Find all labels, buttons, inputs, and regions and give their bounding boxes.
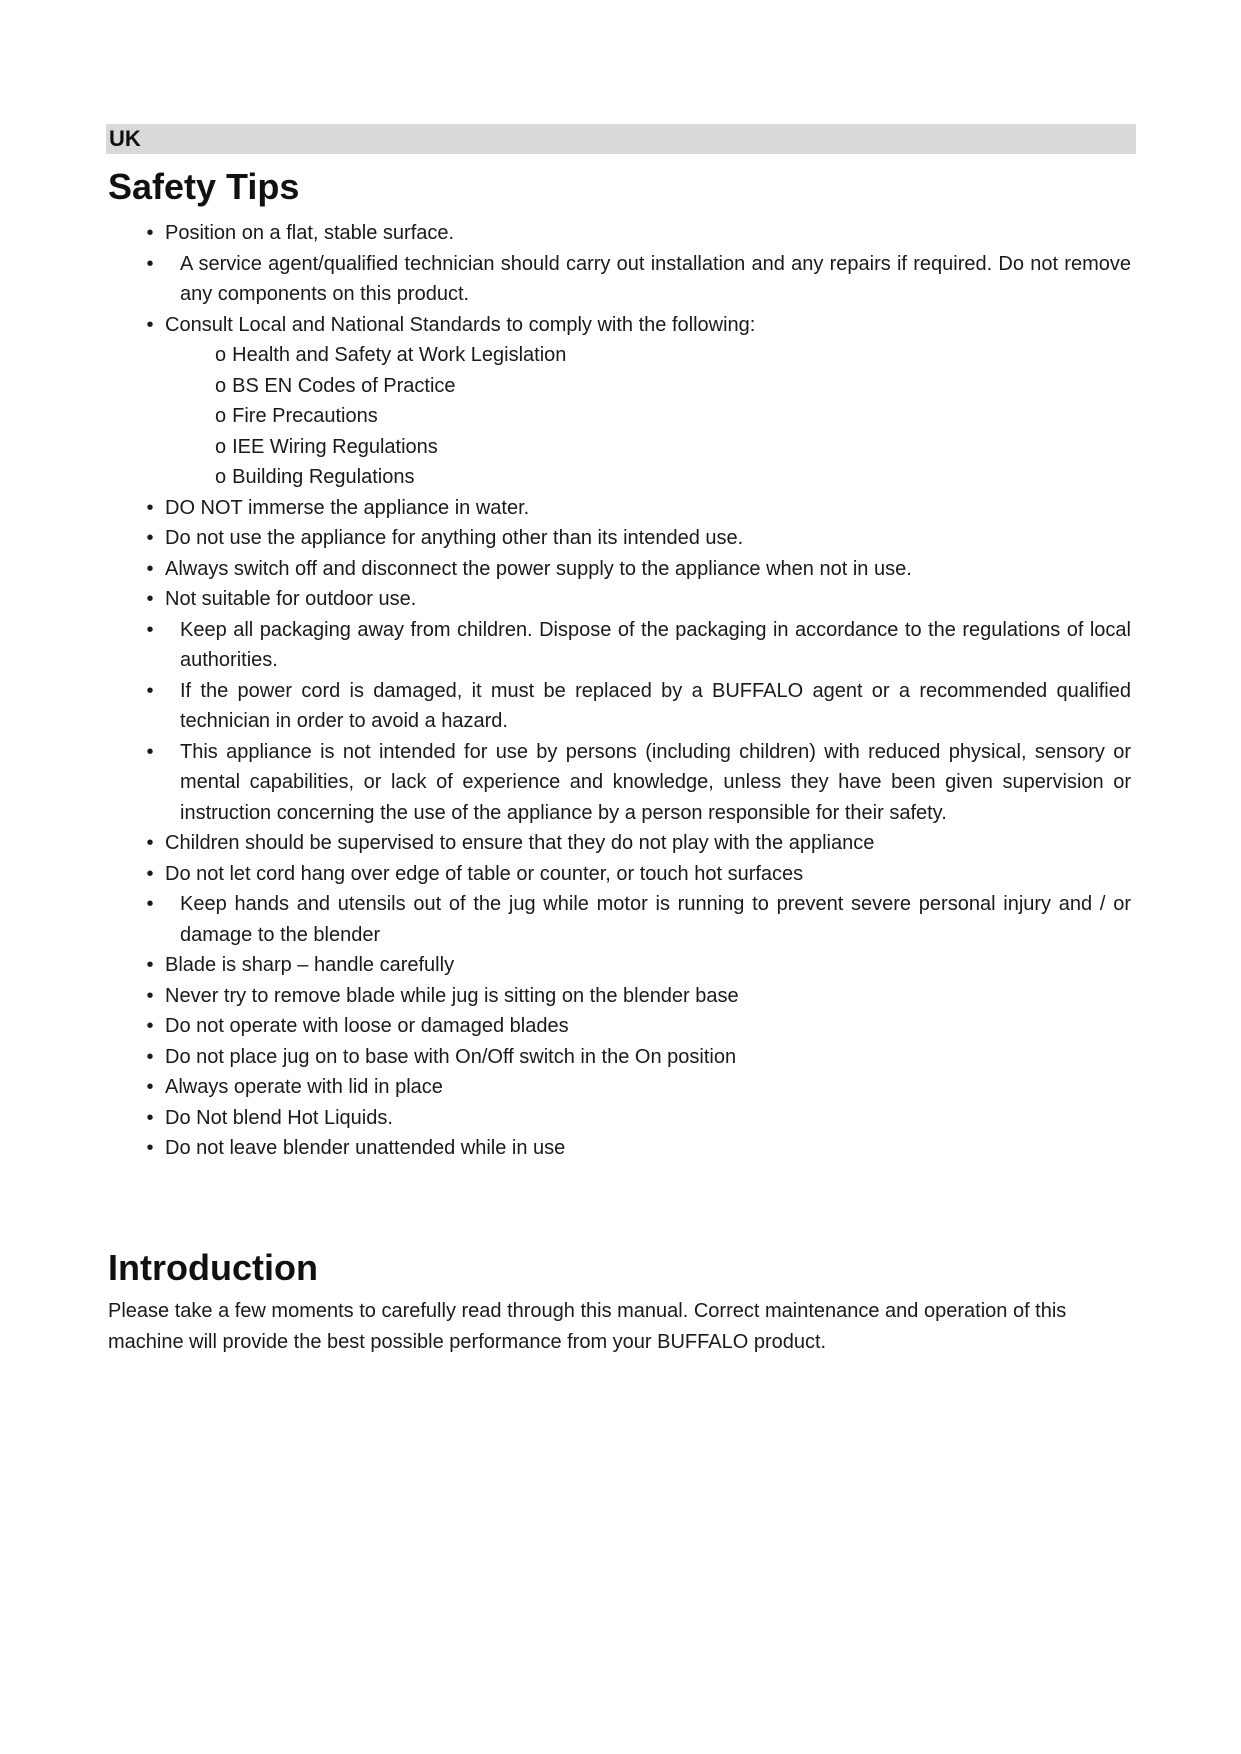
list-item bbox=[0, 1133, 1241, 1164]
bullet-icon: • bbox=[146, 1106, 154, 1129]
sublist-item-text: BS EN Codes of Practice bbox=[232, 374, 456, 397]
bullet-icon: • bbox=[146, 893, 154, 915]
list-item-text: A service agent/qualified technician should carry out installation and any repairs if required. Do not remove any components on this product. bbox=[180, 252, 1131, 305]
list-item bbox=[0, 615, 1241, 676]
list-item bbox=[0, 828, 1241, 859]
bullet-icon: • bbox=[146, 222, 154, 244]
list-item bbox=[0, 1072, 1241, 1103]
list-item-text: Do not place jug on to base with On/Off switch in the On position bbox=[165, 1045, 737, 1068]
sublist-item bbox=[0, 401, 1241, 432]
list-item bbox=[0, 523, 1241, 554]
sublist-item-text: Fire Precautions bbox=[232, 405, 378, 427]
list-item-text: Position on a flat, stable surface. bbox=[165, 222, 455, 244]
introduction-paragraph: Please take a few moments to carefully read through this manual. Correct maintenance and operation of this machine will provide the best possible performance from your BUFFALO product. bbox=[108, 1300, 1067, 1353]
list-item bbox=[0, 249, 1241, 310]
sublist-item bbox=[0, 371, 1241, 402]
list-item bbox=[0, 310, 1241, 341]
list-item-text: Consult Local and National Standards to comply with the following: bbox=[165, 313, 756, 336]
list-item bbox=[0, 1103, 1241, 1134]
circle-bullet-icon: o bbox=[215, 435, 227, 458]
list-item bbox=[0, 584, 1241, 615]
bullet-icon: • bbox=[146, 984, 154, 1007]
sublist-item-text: IEE Wiring Regulations bbox=[232, 435, 438, 458]
bullet-icon: • bbox=[146, 588, 154, 610]
bullet-icon: • bbox=[146, 527, 154, 549]
list-item bbox=[0, 950, 1241, 981]
list-item-text: Keep all packaging away from children. Dispose of the packaging in accordance to the regulations of local authorities. bbox=[180, 618, 1131, 671]
bullet-icon: • bbox=[146, 740, 154, 763]
circle-bullet-icon: o bbox=[215, 344, 227, 366]
bullet-icon: • bbox=[146, 1076, 154, 1098]
sublist-item bbox=[0, 340, 1241, 371]
bullet-icon: • bbox=[146, 496, 154, 519]
list-item-text: Do not operate with loose or damaged blades bbox=[165, 1015, 569, 1037]
list-item-text: Always switch off and disconnect the power supply to the appliance when not in use. bbox=[165, 557, 912, 580]
list-item-text: Never try to remove blade while jug is sitting on the blender base bbox=[165, 984, 739, 1007]
sublist-item bbox=[0, 432, 1241, 463]
list-item-text: Do not let cord hang over edge of table or counter, or touch hot surfaces bbox=[165, 862, 804, 885]
standards-sublist-container bbox=[0, 340, 1241, 493]
sublist-item bbox=[0, 462, 1241, 493]
language-header-bar bbox=[106, 124, 1136, 154]
bullet-icon: • bbox=[146, 862, 154, 885]
bullet-icon: • bbox=[146, 1015, 154, 1037]
bullet-icon: • bbox=[146, 557, 154, 580]
list-item-text: Blade is sharp – handle carefully bbox=[165, 954, 455, 976]
circle-bullet-icon: o bbox=[215, 374, 227, 397]
list-item-text: Do not use the appliance for anything other than its intended use. bbox=[165, 527, 744, 549]
list-item-text: Do not leave blender unattended while in use bbox=[165, 1137, 566, 1159]
list-item bbox=[0, 737, 1241, 829]
standards-sublist bbox=[0, 340, 1241, 493]
sublist-item-text: Health and Safety at Work Legislation bbox=[232, 344, 567, 366]
language-label: UK bbox=[109, 126, 141, 151]
bullet-icon: • bbox=[146, 679, 154, 702]
list-item-text: Not suitable for outdoor use. bbox=[165, 588, 417, 610]
list-item-text: DO NOT immerse the appliance in water. bbox=[165, 496, 530, 519]
safety-tips-list bbox=[0, 218, 1241, 1164]
sublist-item-text: Building Regulations bbox=[232, 466, 415, 488]
circle-bullet-icon: o bbox=[215, 405, 227, 427]
list-item bbox=[0, 676, 1241, 737]
list-item bbox=[0, 1042, 1241, 1073]
safety-tips-heading: Safety Tips bbox=[108, 166, 300, 207]
circle-bullet-icon: o bbox=[215, 466, 227, 488]
list-item-text: Always operate with lid in place bbox=[165, 1076, 443, 1098]
list-item-text: Keep hands and utensils out of the jug while motor is running to prevent severe personal injury and / or damage to the blender bbox=[180, 893, 1131, 946]
bullet-icon: • bbox=[146, 832, 154, 854]
introduction-heading: Introduction bbox=[108, 1247, 318, 1288]
bullet-icon: • bbox=[146, 252, 154, 275]
bullet-icon: • bbox=[146, 618, 154, 641]
bullet-icon: • bbox=[146, 1137, 154, 1159]
bullet-icon: • bbox=[146, 313, 154, 336]
list-item-text: Children should be supervised to ensure that they do not play with the appliance bbox=[165, 832, 875, 854]
list-item bbox=[0, 1011, 1241, 1042]
list-item bbox=[0, 859, 1241, 890]
list-item-text: This appliance is not intended for use by persons (including children) with reduced physical, sensory or mental capabilities, or lack of experience and knowledge, unless they have been given supervision or instruction concerning the use of the appliance by a person responsible for their safety. bbox=[180, 740, 1131, 824]
list-item bbox=[0, 981, 1241, 1012]
list-item bbox=[0, 493, 1241, 524]
list-item-text: If the power cord is damaged, it must be replaced by a BUFFALO agent or a recommended qualified technician in order to avoid a hazard. bbox=[180, 679, 1131, 732]
bullet-icon: • bbox=[146, 1045, 154, 1068]
list-item bbox=[0, 218, 1241, 249]
list-item-text: Do Not blend Hot Liquids. bbox=[165, 1106, 393, 1129]
list-item bbox=[0, 554, 1241, 585]
bullet-icon: • bbox=[146, 954, 154, 976]
list-item bbox=[0, 889, 1241, 950]
